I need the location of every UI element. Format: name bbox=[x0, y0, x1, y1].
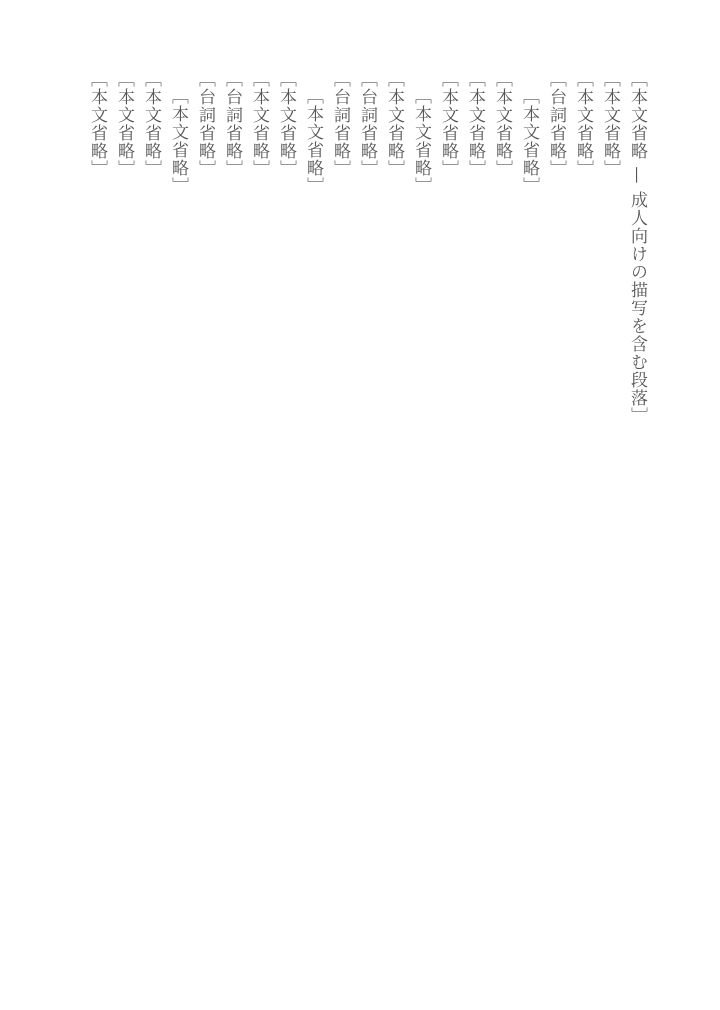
text-column: ［本文省略］ bbox=[492, 70, 512, 178]
text-column: ［台詞省略］ bbox=[222, 70, 242, 178]
text-column: ［台詞省略］ bbox=[195, 70, 215, 178]
text-column: ［本文省略］ bbox=[87, 70, 107, 178]
document-page bbox=[70, 70, 650, 940]
text-column: ［台詞省略］ bbox=[330, 70, 350, 178]
text-column: ［本文省略］ bbox=[600, 70, 620, 178]
text-column: ［本文省略］ bbox=[573, 70, 593, 178]
text-column: ［本文省略］ bbox=[249, 70, 269, 178]
text-column: ［本文省略］ bbox=[276, 70, 296, 178]
text-column: ［本文省略］ bbox=[303, 87, 323, 195]
text-column: ［本文省略］ bbox=[438, 70, 458, 178]
text-column: ［台詞省略］ bbox=[546, 70, 566, 178]
text-column: ［本文省略］ bbox=[168, 87, 188, 195]
text-column: ［本文省略］ bbox=[411, 87, 431, 195]
text-column: ［台詞省略］ bbox=[357, 70, 377, 178]
text-column: ［本文省略］ bbox=[519, 87, 539, 195]
text-column: ［本文省略］ bbox=[465, 70, 485, 178]
text-column: ［本文省略］ bbox=[141, 70, 161, 178]
text-column: ［本文省略］ bbox=[384, 70, 404, 178]
text-column: ［本文省略 — 成人向けの描写を含む段落］ bbox=[627, 70, 647, 425]
text-column: ［本文省略］ bbox=[114, 70, 134, 178]
